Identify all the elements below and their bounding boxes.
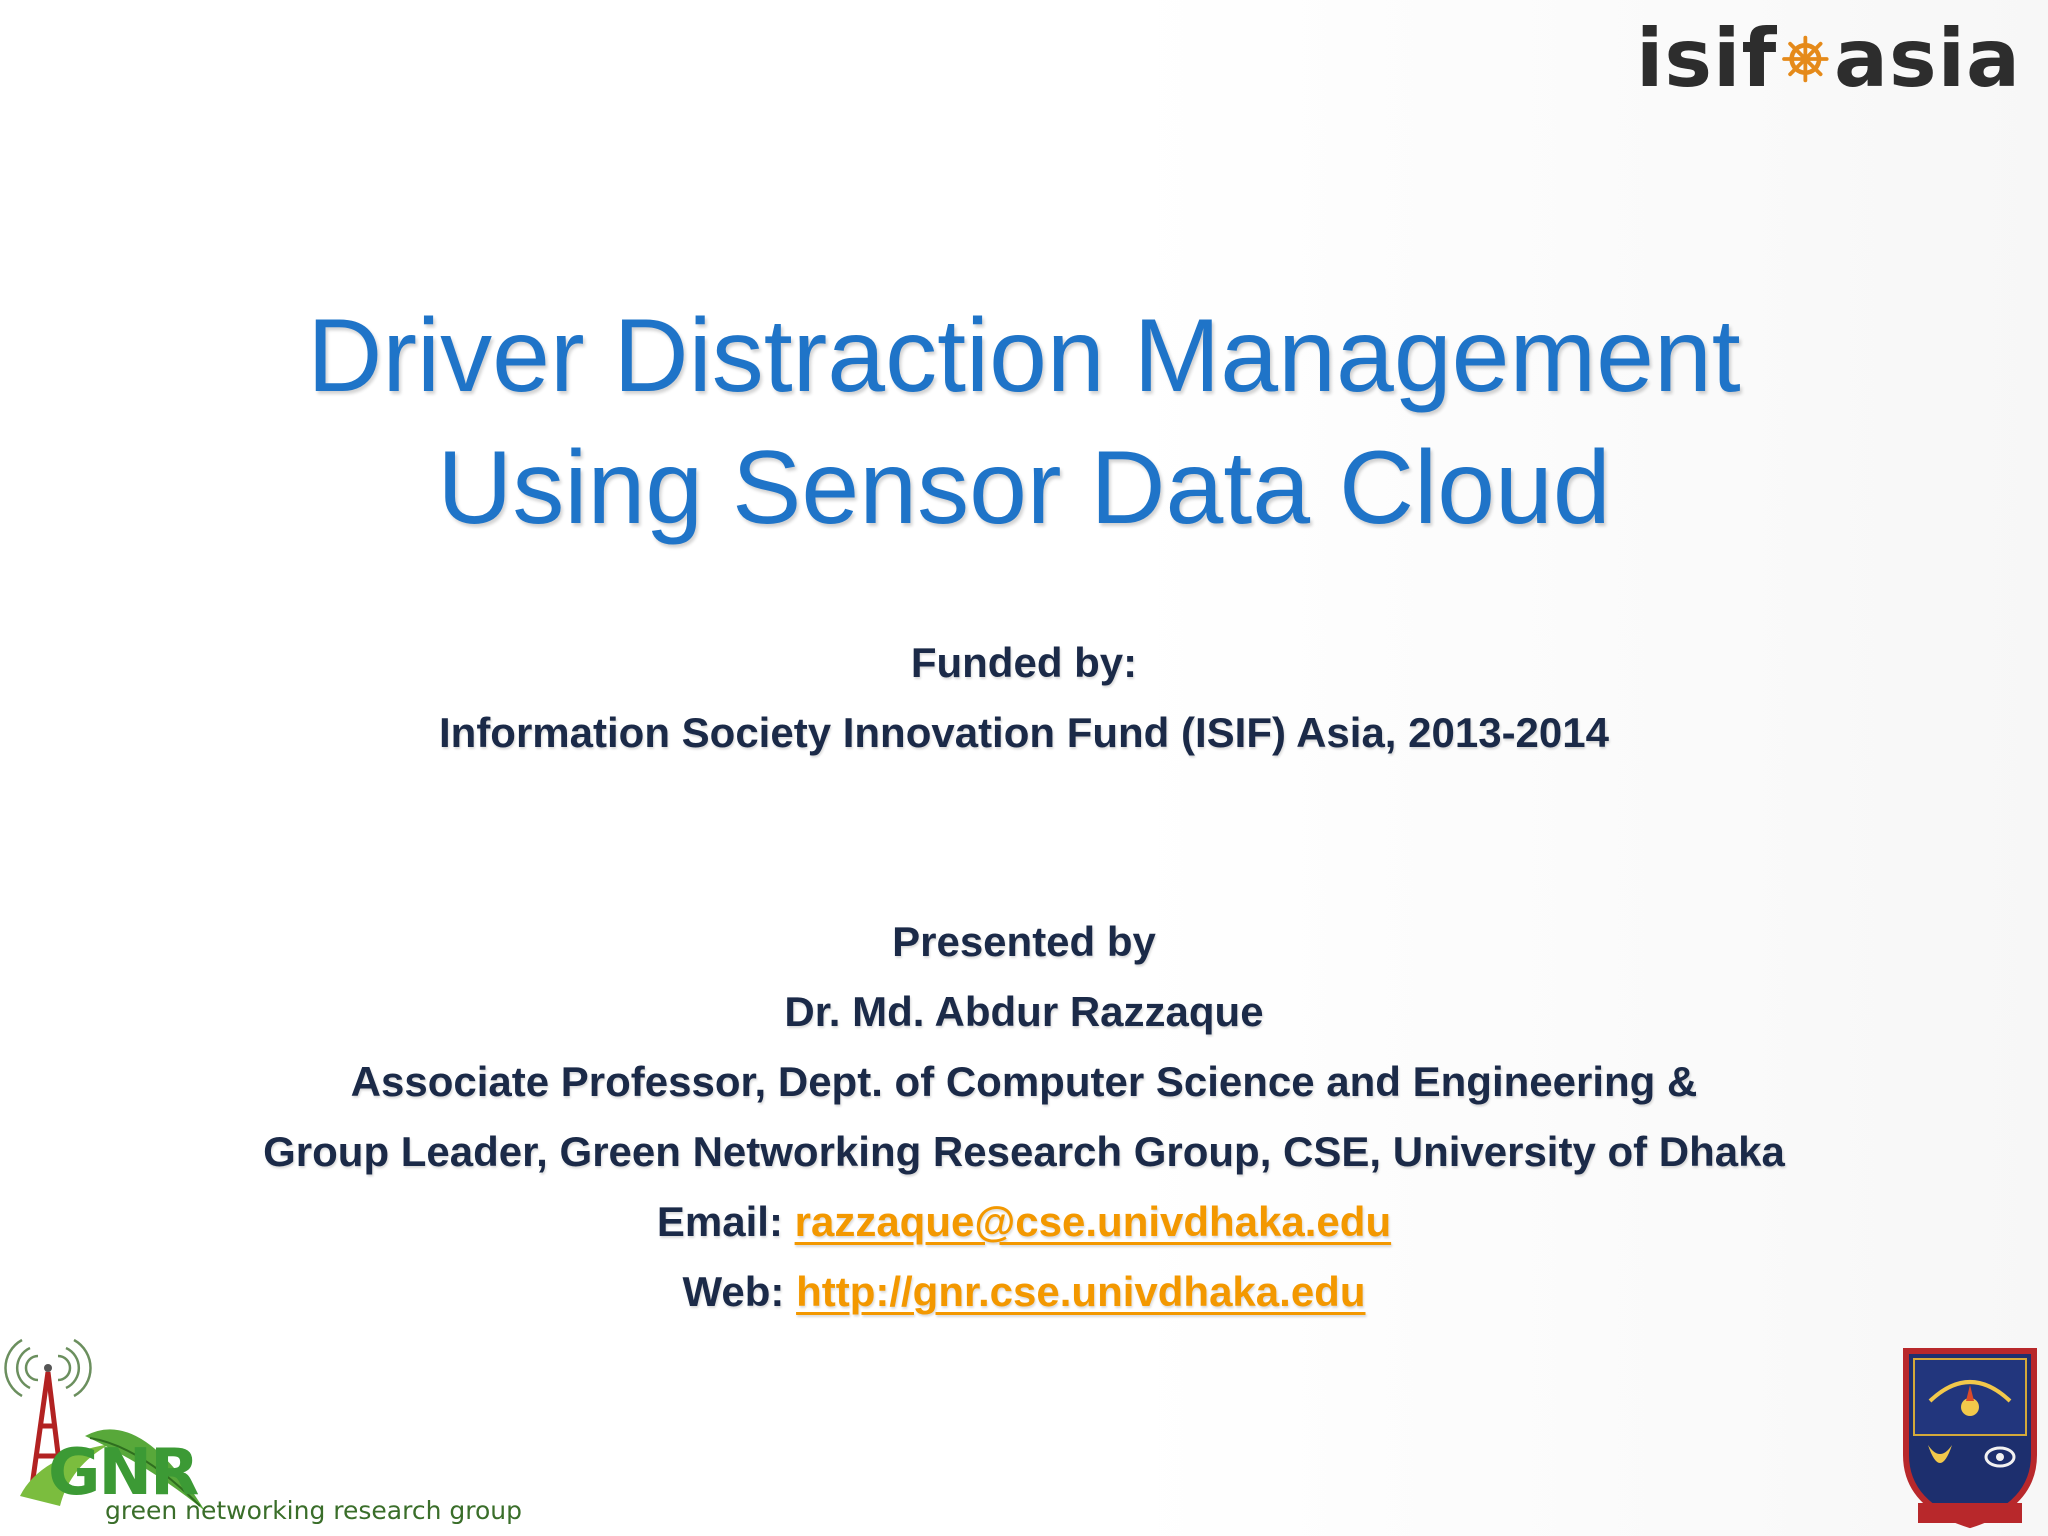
presenter-group: Group Leader, Green Networking Research Group, CSE, University of Dhaka — [263, 1128, 1785, 1175]
funder-name: Information Society Innovation Fund (ISIF) Asia, 2013-2014 — [439, 709, 1609, 756]
presenter-name: Dr. Md. Abdur Razzaque — [784, 988, 1264, 1035]
isif-asia-logo — [1636, 14, 2021, 104]
university-crest-icon — [1900, 1345, 2040, 1530]
dharma-wheel-icon — [1781, 27, 1830, 91]
title-line-2: Using Sensor Data Cloud — [437, 430, 1611, 546]
gnr-logo-letters: GNR — [48, 1436, 198, 1510]
email-link[interactable]: razzaque@cse.univdhaka.edu — [794, 1198, 1392, 1245]
presenter-position: Associate Professor, Dept. of Computer Science and Engineering & — [350, 1058, 1698, 1105]
email-label: Email: — [656, 1198, 795, 1245]
isif-logo-text: isif — [1636, 12, 1778, 105]
slide-title — [100, 290, 1948, 554]
gnr-logo — [0, 1336, 540, 1536]
funding-block — [100, 628, 1948, 768]
web-link[interactable]: http://gnr.cse.univdhaka.edu — [796, 1268, 1366, 1315]
presented-by-label: Presented by — [892, 918, 1156, 965]
web-line — [100, 1257, 1948, 1327]
title-line-1: Driver Distraction Management — [307, 298, 1741, 414]
email-line — [100, 1187, 1948, 1257]
presenter-block — [100, 907, 1948, 1327]
web-label: Web: — [682, 1268, 797, 1315]
funded-by-label: Funded by: — [910, 639, 1138, 686]
asia-logo-text: asia — [1833, 12, 2021, 105]
gnr-tagline: green networking research group — [105, 1496, 522, 1525]
